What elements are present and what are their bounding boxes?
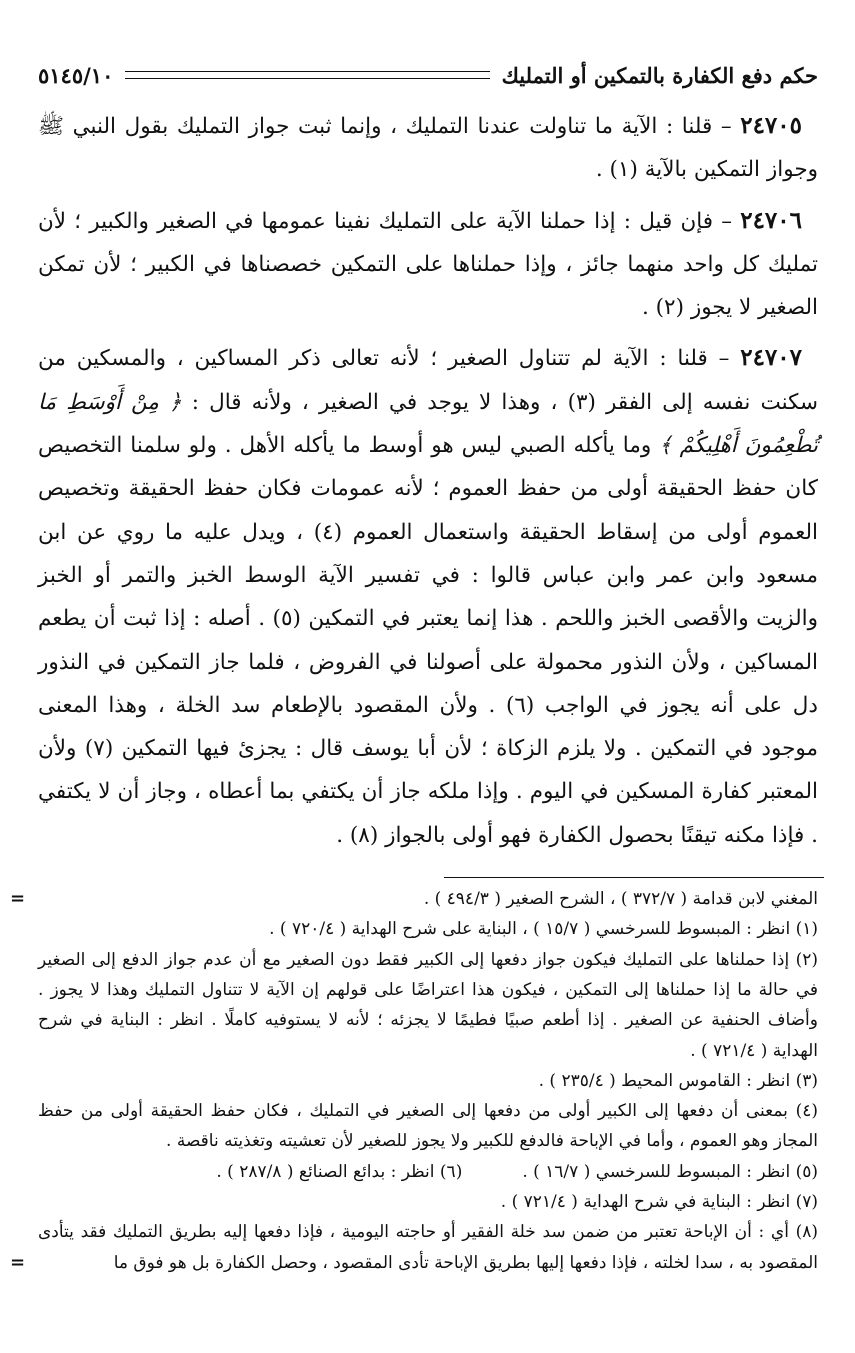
paragraph-text: وما يأكله الصبي ليس هو أوسط ما يأكله الأهل . ولو سلمنا التخصيص كان حفظ الحقيقة أولى من حفظ العموم ؛ لأنه عمومات فكان حفظ الحقيقة وتخصيص العموم أولى من إسقاط الحقيقة واستعمال العموم (٤) ، ويدل عليه ما روي عن ابن مسعود وابن عمر وابن عباس قالوا : في تفسير الآية الوسط الخبز والتمر أو الخبز والزيت والأقصى الخبز واللحم . هذا إنما يعتبر في التمكين (٥) . أصله : إذا ثبت أن يطعم المساكين ، ولأن النذور محمولة على أصولنا في الفروض ، فلما جاز التمكين في النذور دل على أنه يجوز في الواجب (٦) . ولأن المقصود بالإطعام سد الخلة ، وهذا المعنى موجود في التمكين . ولا يلزم الزكاة ؛ لأن أبا يوسف قال : يجزئ فيها التمكين (٧) ولأن المعتبر كفارة المسكين في اليوم . وإذا ملكه جاز أن يكتفي بما أعطاه ، وجاز أن لا يكتفي . فإذا مكنه تيقنًا بحصول الكفارة فهو أولى بالجواز (٨) .	[38, 433, 818, 848]
paragraph-text: – قلنا : الآية ما تناولت عندنا التمليك ، وإنما ثبت جواز التمليك بقول النبي ﷺ وجواز التمكين بالآية (١) .	[38, 114, 818, 183]
footnote-6: (٦) انظر : بدائع الصنائع ( ٢٨٧/٨ ) .	[216, 1161, 463, 1182]
running-header	[38, 52, 818, 98]
quran-quote: ﴿ مِنْ أَوْسَطِ مَا تُطْعِمُونَ أَهْلِيكُمْ ﴾	[38, 389, 818, 459]
footnote-continuation: = المغني لابن قدامة ( ٣٧٢/٧ ) ، الشرح الصغير ( ٤٩٤/٣ ) .	[38, 884, 818, 914]
footnote-7: (٧) انظر : البناية في شرح الهداية ( ٧٢١/٤ ) .	[500, 1192, 818, 1213]
footnote-separator	[444, 877, 824, 878]
header-rule	[125, 71, 489, 79]
main-text	[38, 104, 818, 857]
footnote-1: (١) انظر : المبسوط للسرخسي ( ١٥/٧ ) ، البناية على شرح الهداية ( ٧٢٠/٤ ) .	[269, 919, 818, 940]
paragraph-24705	[38, 104, 818, 192]
paragraph-number: ٢٤٧٠٥	[740, 112, 802, 139]
paragraph-text: – فإن قيل : إذا حملنا الآية على التمليك نفينا عمومها في الصغير والكبير ؛ لأن تمليك كل واحد منهما جائز ، وإذا حملناها على التمكين خصصناها في الكبير ؛ لأن تمكن الصغير لا يجوز (٢) .	[38, 208, 818, 321]
footnote-3: (٣) انظر : القاموس المحيط ( ٢٣٥/٤ ) .	[538, 1070, 818, 1091]
paragraph-text: – قلنا : الآية لم تتناول الصغير ؛ لأنه تعالى ذكر المساكين ، والمسكين من سكنت نفسه إلى الفقر (٣) ، وهذا لا يوجد في الصغير ، ولأنه قال :	[38, 346, 818, 415]
paragraph-number: ٢٤٧٠٦	[740, 206, 802, 234]
footnotes-5-6	[38, 1157, 818, 1187]
footnote-8: = (٨) أي : أن الإباحة تعتبر من ضمن سد خلة الفقير أو حاجته اليومية ، فإذا دفعها إليه بطريق التمليك فقد يتأدى المقصود به ، سدا لخلته ، فإذا دفعها إليها بطريق الإباحة تأدى المقصود ، وحصل الكفارة بل هو فوق ما	[38, 1217, 818, 1278]
paragraph-24707	[38, 336, 818, 857]
footnote-5: (٥) انظر : المبسوط للسرخسي ( ١٦/٧ ) .	[522, 1161, 818, 1182]
footnote-4: (٤) بمعنى أن دفعها إلى الكبير أولى من دفعها إلى الصغير في التمليك ، فكان حفظ الحقيقة أولى من حفظ المجاز وهو العموم ، وأما في الإباحة فالدفع للكبير ولا يجوز للصغير لأن تعشيته وتغذيته ناقصة .	[38, 1101, 818, 1152]
document-page	[10, 52, 818, 1278]
header-title: حكم دفع الكفارة بالتمكين أو التمليك	[501, 62, 818, 88]
footnotes	[10, 884, 818, 1278]
footnote-2: (٢) إذا حملناها على التمليك فيكون جواز دفعها إلى الكبير فقط دون الصغير مع أن عدم جواز الدفع إلى الصغير في حالة ما إذا حملناها إلى التمكين ، فيكون هذا اعتراضًا على قولهم إن الآية لا تتناول التمليك وهذا لا يجوز . وأضاف الحنفية عن الصغير . إذا أطعم صبيًا فطيمًا لا يجزئه ؛ لأنه لا يستوفيه كاملًا . انظر : البناية في شرح الهداية ( ٧٢١/٤ ) .	[38, 949, 818, 1061]
continuation-marker-end: =	[10, 1251, 26, 1273]
page-number: ٥١٤٥/١٠	[38, 62, 114, 88]
continuation-marker: =	[10, 888, 26, 910]
paragraph-number: ٢٤٧٠٧	[740, 344, 802, 372]
paragraph-24706	[38, 199, 818, 330]
